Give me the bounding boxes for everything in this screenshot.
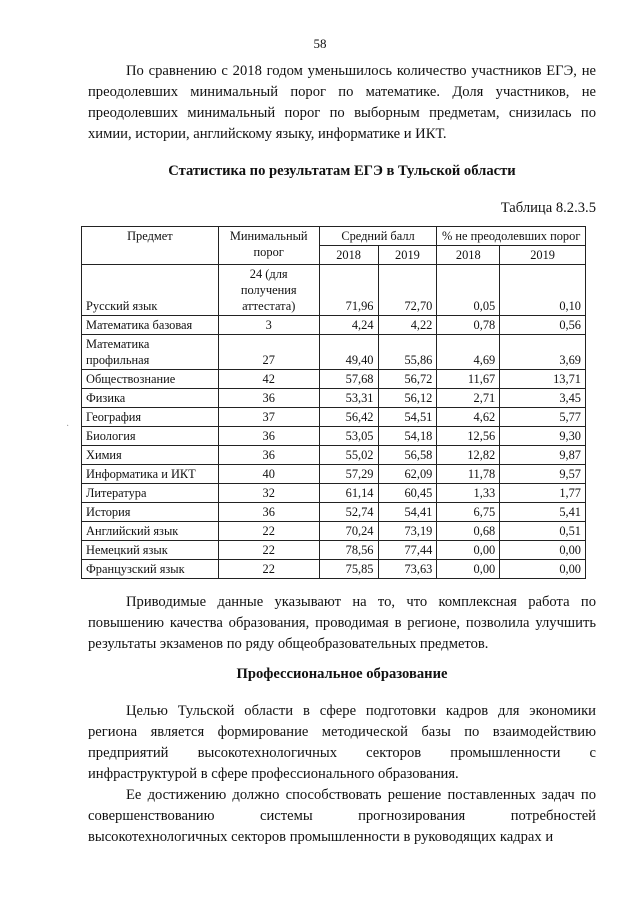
cell-min: 22 (218, 541, 319, 560)
cell-avg2018: 53,31 (319, 389, 378, 408)
cell-pct2019: 9,30 (500, 427, 586, 446)
cell-min: 36 (218, 427, 319, 446)
page-number: 58 (313, 36, 327, 51)
header-avg-2018: 2018 (319, 246, 378, 265)
cell-min: 36 (218, 503, 319, 522)
header-pct-2019: 2019 (500, 246, 586, 265)
prof-heading: Профессиональное образование (236, 666, 448, 682)
cell-subject: Химия (82, 446, 219, 465)
cell-avg2019: 73,63 (378, 560, 437, 579)
cell-avg2019: 72,70 (378, 265, 437, 316)
cell-subject: Русский язык (82, 265, 219, 316)
cell-pct2018: 1,33 (437, 484, 500, 503)
table-row (82, 427, 586, 446)
cell-subject: География (82, 408, 219, 427)
cell-pct2018: 11,78 (437, 465, 500, 484)
cell-subject: Математика базовая (82, 316, 219, 335)
cell-min: 36 (218, 446, 319, 465)
cell-pct2019: 0,00 (500, 560, 586, 579)
cell-min: 32 (218, 484, 319, 503)
cell-subject: Математика профильная (82, 335, 219, 370)
cell-pct2018: 0,78 (437, 316, 500, 335)
cell-pct2019: 0,10 (500, 265, 586, 316)
cell-avg2019: 54,41 (378, 503, 437, 522)
cell-avg2019: 56,12 (378, 389, 437, 408)
cell-min: 3 (218, 316, 319, 335)
header-avg-2019: 2019 (378, 246, 437, 265)
header-pct-failed: % не преодолевших порог (437, 227, 586, 246)
conclusion-paragraph: Приводимые данные указывают на то, что комплексная работа по повышению качества образования, проводимая в регионе, позволила улучшить результаты экзаменов по ряду общеобразовательных предметов. (88, 594, 596, 652)
table-row (82, 335, 586, 370)
cell-avg2019: 62,09 (378, 465, 437, 484)
cell-avg2018: 71,96 (319, 265, 378, 316)
cell-subject: Английский язык (82, 522, 219, 541)
cell-pct2018: 12,56 (437, 427, 500, 446)
cell-subject: Биология (82, 427, 219, 446)
cell-min: 24 (для получения аттестата) (218, 265, 319, 316)
cell-pct2019: 9,87 (500, 446, 586, 465)
prof-paragraph-2: Ее достижению должно способствовать решение поставленных задач по совершенствованию системы прогнозирования потребностей высокотехнологичных секторов промышленности в руководящих кадрах и (88, 787, 596, 845)
cell-avg2019: 77,44 (378, 541, 437, 560)
cell-avg2019: 54,18 (378, 427, 437, 446)
cell-pct2019: 3,45 (500, 389, 586, 408)
table-row (82, 560, 586, 579)
cell-min: 40 (218, 465, 319, 484)
cell-min: 37 (218, 408, 319, 427)
table-row (82, 316, 586, 335)
cell-avg2019: 4,22 (378, 316, 437, 335)
cell-subject: Литература (82, 484, 219, 503)
cell-subject: Французский язык (82, 560, 219, 579)
cell-avg2019: 73,19 (378, 522, 437, 541)
cell-subject: Физика (82, 389, 219, 408)
margin-mark: · (66, 421, 70, 432)
table-row (82, 370, 586, 389)
cell-avg2019: 56,58 (378, 446, 437, 465)
header-min-threshold: Минимальный порог (218, 227, 319, 265)
cell-min: 22 (218, 560, 319, 579)
cell-pct2019: 1,77 (500, 484, 586, 503)
cell-avg2018: 49,40 (319, 335, 378, 370)
cell-pct2018: 2,71 (437, 389, 500, 408)
cell-pct2019: 9,57 (500, 465, 586, 484)
cell-min: 27 (218, 335, 319, 370)
cell-avg2018: 57,29 (319, 465, 378, 484)
cell-pct2018: 0,05 (437, 265, 500, 316)
cell-avg2018: 61,14 (319, 484, 378, 503)
cell-min: 42 (218, 370, 319, 389)
table-row (82, 265, 586, 316)
cell-pct2019: 13,71 (500, 370, 586, 389)
cell-avg2018: 4,24 (319, 316, 378, 335)
table-row (82, 503, 586, 522)
prof-paragraph-1: Целью Тульской области в сфере подготовки кадров для экономики региона является формирование методической базы по взаимодействию предприятий высокотехнологичных секторов промышленности с инфраструктурой в сфере профессионального образования. (88, 703, 596, 782)
cell-pct2019: 3,69 (500, 335, 586, 370)
results-table (81, 226, 586, 579)
cell-avg2018: 70,24 (319, 522, 378, 541)
cell-subject: История (82, 503, 219, 522)
header-avg-score: Средний балл (319, 227, 437, 246)
cell-avg2018: 75,85 (319, 560, 378, 579)
cell-pct2018: 4,69 (437, 335, 500, 370)
table-row (82, 541, 586, 560)
table-body (82, 265, 586, 579)
cell-subject: Информатика и ИКТ (82, 465, 219, 484)
table-row (82, 465, 586, 484)
cell-avg2019: 54,51 (378, 408, 437, 427)
cell-avg2018: 57,68 (319, 370, 378, 389)
cell-pct2018: 0,00 (437, 541, 500, 560)
cell-pct2019: 0,56 (500, 316, 586, 335)
cell-pct2018: 11,67 (437, 370, 500, 389)
cell-pct2019: 5,77 (500, 408, 586, 427)
cell-avg2019: 56,72 (378, 370, 437, 389)
cell-min: 36 (218, 389, 319, 408)
header-pct-2018: 2018 (437, 246, 500, 265)
table-caption: Таблица 8.2.3.5 (500, 200, 596, 216)
cell-avg2019: 55,86 (378, 335, 437, 370)
header-subject: Предмет (82, 227, 219, 265)
stats-heading: Статистика по результатам ЕГЭ в Тульской области (168, 163, 516, 179)
table-row (82, 522, 586, 541)
cell-avg2018: 56,42 (319, 408, 378, 427)
table-row (82, 389, 586, 408)
cell-pct2019: 0,00 (500, 541, 586, 560)
table-row (82, 484, 586, 503)
cell-avg2018: 52,74 (319, 503, 378, 522)
cell-pct2018: 6,75 (437, 503, 500, 522)
table-row (82, 408, 586, 427)
cell-avg2018: 78,56 (319, 541, 378, 560)
cell-subject: Немецкий язык (82, 541, 219, 560)
intro-paragraph: По сравнению с 2018 годом уменьшилось количество участников ЕГЭ, не преодолевших минимальный порог по математике. Доля участников, не преодолевших минимальный порог по выборным предметам, снизилась по химии, истории, английскому языку, информатике и ИКТ. (88, 63, 596, 142)
cell-min: 22 (218, 522, 319, 541)
cell-subject: Обществознание (82, 370, 219, 389)
cell-pct2018: 12,82 (437, 446, 500, 465)
cell-avg2018: 55,02 (319, 446, 378, 465)
cell-pct2018: 0,68 (437, 522, 500, 541)
cell-pct2018: 0,00 (437, 560, 500, 579)
cell-avg2019: 60,45 (378, 484, 437, 503)
table-row (82, 446, 586, 465)
cell-pct2018: 4,62 (437, 408, 500, 427)
cell-pct2019: 5,41 (500, 503, 586, 522)
cell-avg2018: 53,05 (319, 427, 378, 446)
cell-pct2019: 0,51 (500, 522, 586, 541)
